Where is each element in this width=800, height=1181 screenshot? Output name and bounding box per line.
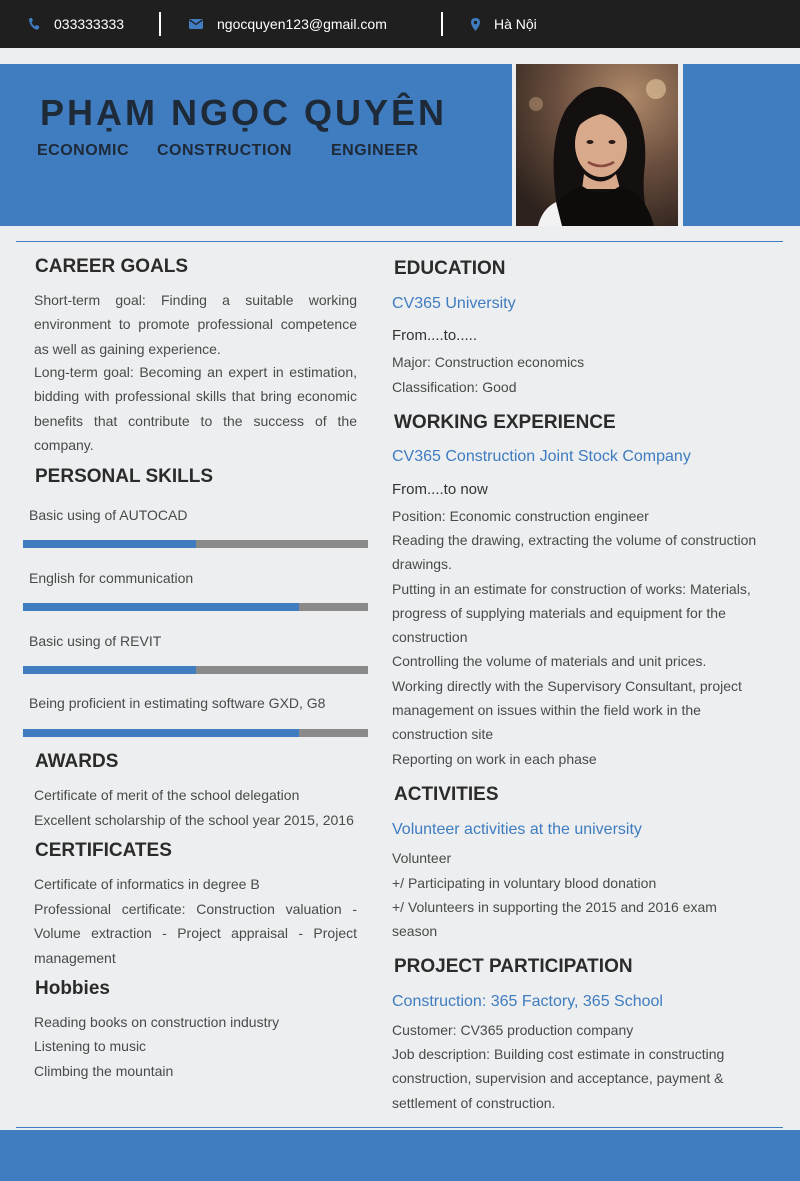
candidate-name: PHẠM NGỌC QUYÊN [40,92,448,133]
job-title-part: ECONOMIC [37,142,129,159]
education-major: Major: Construction economics [392,354,585,370]
contact-bar [0,0,800,48]
experience-period: From....to now [392,481,488,498]
skill-bar-fill [23,666,196,674]
career-goals-short-term: Short-term goal: Finding a suitable working environment to promote professional competence as well as gaining experience. [34,292,357,357]
location-contact [471,0,537,48]
skill-bar [23,666,368,674]
skill-bar-fill [23,540,196,548]
section-divider [16,1127,783,1128]
skill-bar-fill [23,603,299,611]
project-participation-heading: PROJECT PARTICIPATION [394,956,633,977]
project-customer: Customer: CV365 production company [392,1022,634,1038]
phone-icon [28,17,40,31]
education-heading: EDUCATION [394,258,506,279]
certificates-heading: CERTIFICATES [35,840,172,861]
career-goals-heading: CAREER GOALS [35,256,189,277]
section-divider [16,241,783,242]
hobby-item: Climbing the mountain [34,1063,174,1079]
email-contact[interactable] [189,0,387,48]
project-name: Construction: 365 Factory, 365 School [392,993,663,1010]
hobby-item: Listening to music [34,1038,147,1054]
activity-name: Volunteer activities at the university [392,821,642,838]
hobbies-heading: Hobbies [35,978,110,999]
activities-heading: ACTIVITIES [394,784,499,805]
footer-band [0,1130,800,1181]
email-icon [189,19,203,29]
activity-item: +/ Participating in voluntary blood donation [392,875,657,891]
header-banner-right [683,64,800,226]
skill-label: Being proficient in estimating software GXD, G8 [29,695,326,711]
skill-bar-fill [23,729,299,737]
phone-number: 033333333 [54,16,125,32]
working-experience-heading: WORKING EXPERIENCE [394,412,616,433]
certificate-item: Professional certificate: Construction valuation - Volume extraction - Project appraisal - Project management [34,901,357,966]
skill-bar [23,540,368,548]
skill-label: Basic using of REVIT [29,633,162,649]
skill-bar [23,603,368,611]
job-title-part: CONSTRUCTION [157,142,292,159]
experience-duties: Reading the drawing, extracting the volume of construction drawings. Putting in an estimate for construction of works: Materials, progress of supplying materials and equipment for the construction Controlling the volume of materials and unit prices. Working directly with the Supervisory Consultant, project management on issues within the field work in the construction site Reporting on work in each phase [392,532,757,767]
location-text: Hà Nội [494,16,537,32]
profile-photo [516,64,678,226]
activity-role: Volunteer [392,850,452,866]
skill-bar [23,729,368,737]
experience-position: Position: Economic construction engineer [392,508,649,524]
awards-heading: AWARDS [35,751,119,772]
career-goals-long-term: Long-term goal: Becoming an expert in estimation, bidding with professional skills that bring economic benefits that contribute to the success of the company. [34,364,357,453]
activity-item: +/ Volunteers in supporting the 2015 and 2016 exam season [392,899,717,940]
award-item: Excellent scholarship of the school year 2015, 2016 [34,812,354,828]
project-description: Job description: Building cost estimate in constructing construction, supervision and acceptance, payment & settlement of construction. [392,1046,725,1111]
divider [159,12,161,36]
hobby-item: Reading books on construction industry [34,1014,280,1030]
email-address: ngocquyen123@gmail.com [217,16,387,32]
experience-company: CV365 Construction Joint Stock Company [392,448,691,465]
skill-label: English for communication [29,570,194,586]
skill-label: Basic using of AUTOCAD [29,507,188,523]
personal-skills-heading: PERSONAL SKILLS [35,466,214,487]
map-pin-icon [471,18,480,31]
education-period: From....to..... [392,327,478,344]
award-item: Certificate of merit of the school delegation [34,787,300,803]
divider [441,12,443,36]
certificate-item: Certificate of informatics in degree B [34,876,260,892]
education-classification: Classification: Good [392,379,517,395]
job-title-part: ENGINEER [331,142,419,159]
education-school: CV365 University [392,295,516,312]
phone-contact[interactable] [28,0,124,48]
